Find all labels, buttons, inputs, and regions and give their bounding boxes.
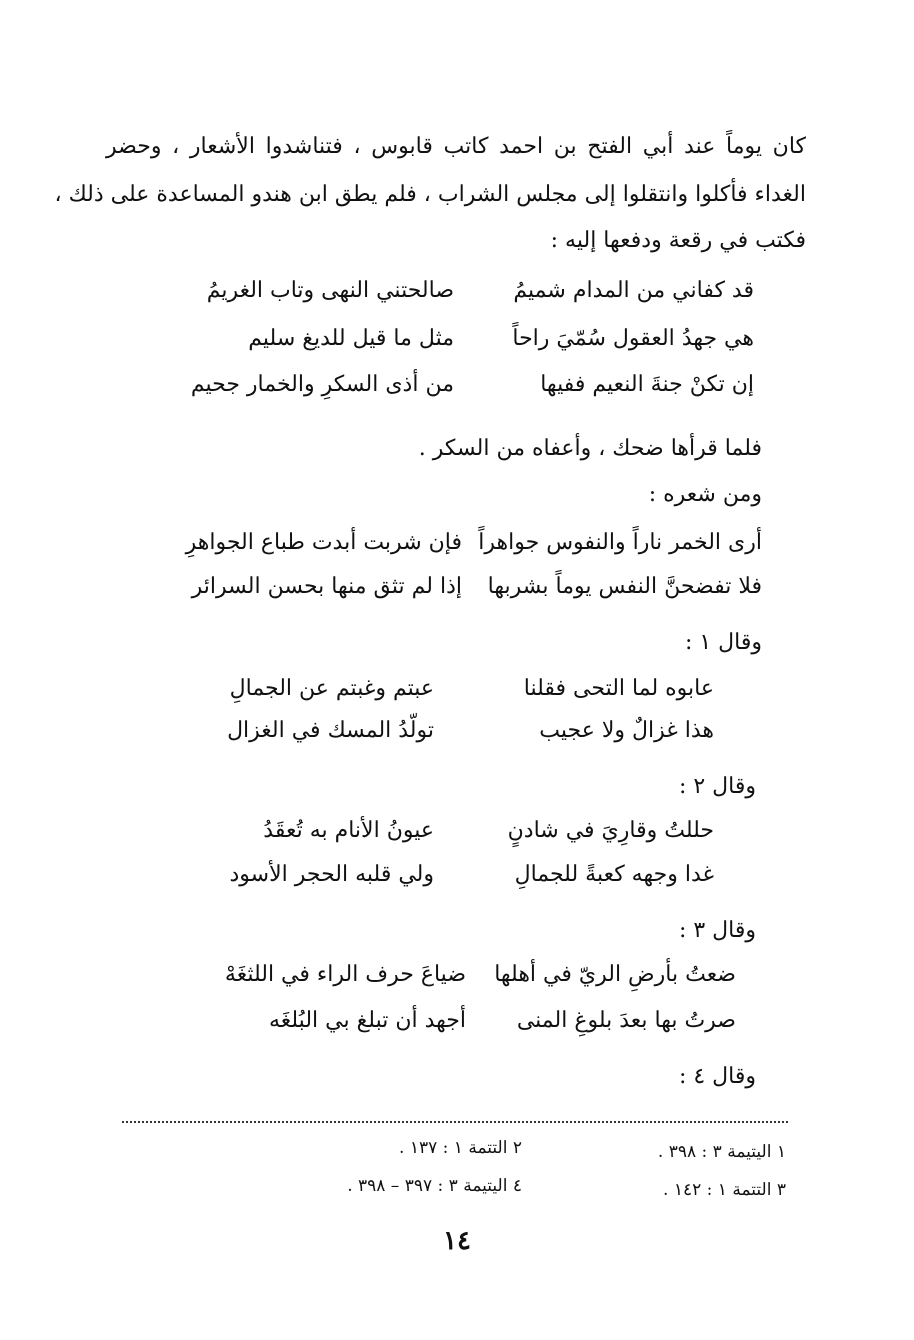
hemistich-first: فلا تفضحنَّ النفس يوماً بشربها [487,574,762,599]
intro-line-2: الغداء فأكلوا وانتقلوا إلى مجلس الشراب ، فلم يطق ابن هندو المساعدة على ذلك ، [54,182,806,207]
poem5-verse-1 [156,962,736,987]
footnote-4: ٤ اليتيمة ٣ : ٣٩٧ – ٣٩٨ . [347,1176,522,1196]
heading-wa-qala-2: وقال ٢ : [678,774,756,799]
hemistich-second: أجهد أن تبلغ بي البُلغَه [268,1008,466,1033]
poem4-verse-1 [174,818,714,843]
poem2-verse-1 [132,530,762,555]
footnote-3: ٣ التتمة ١ : ١٤٢ . [663,1180,786,1200]
hemistich-first: إن تكنْ جنةَ النعيم ففيها [540,372,754,397]
heading-wa-qala-4: وقال ٤ : [678,1064,756,1089]
heading-wa-qala-1: وقال ١ : [684,630,762,655]
hemistich-second: ضياعَ حرف الراء في اللثغَهْ [224,962,466,987]
hemistich-second: من أذى السكرِ والخمار جحيم [190,372,454,397]
hemistich-second: ولي قلبه الحجر الأسود [229,862,434,887]
hemistich-second: عبتم وغبتم عن الجمالِ [229,676,434,701]
heading-from-his-poetry: ومن شعره : [648,482,762,507]
intro-line-1: كان يوماً عند أبي الفتح بن احمد كاتب قابوس ، فتناشدوا الأشعار ، وحضر [106,134,806,159]
hemistich-second: مثل ما قيل للديغ سليم [248,326,454,351]
hemistich-second: عيونُ الأنام به تُعقَدُ [263,818,434,843]
footnote-1: ١ اليتيمة ٣ : ٣٩٨ . [657,1142,786,1162]
poem5-verse-2 [156,1008,736,1033]
footnote-2: ٢ التتمة ١ : ١٣٧ . [399,1138,522,1158]
hemistich-first: عابوه لما التحى فقلنا [523,676,714,701]
hemistich-second: فإن شربت أبدت طباع الجواهرِ [185,530,462,555]
hemistich-second: صالحتني النهى وتاب الغريمُ [206,278,454,303]
poem1-verse-3 [154,372,754,397]
hemistich-first: هي جهدُ العقول سُمّيَ راحاً [512,326,754,351]
poem1-verse-2 [154,326,754,351]
hemistich-first: صرتُ بها بعدَ بلوغِ المنى [516,1008,736,1033]
hemistich-first: قد كفاني من المدام شميمُ [513,278,754,303]
hemistich-second: إذا لم تثق منها بحسن السرائر [191,574,462,599]
hemistich-first: ضعتُ بأرضِ الريّ في أهلها [494,962,736,987]
poem2-verse-2 [132,574,762,599]
page-number: ١٤ [443,1226,471,1256]
poem1-verse-1 [154,278,754,303]
hemistich-first: أرى الخمر ناراً والنفوس جواهراً [478,530,762,555]
hemistich-first: غدا وجهه كعبةً للجمالِ [514,862,714,887]
hemistich-first: حللتُ وقارِيَ في شادنٍ [507,818,714,843]
poem3-verse-1 [174,676,714,701]
poem3-verse-2 [174,718,714,743]
hemistich-second: تولّدُ المسك في الغزال [227,718,434,743]
hemistich-first: هذا غزالٌ ولا عجيب [539,718,714,743]
heading-wa-qala-3: وقال ٣ : [678,918,756,943]
poem4-verse-2 [174,862,714,887]
after-poem1: فلما قرأها ضحك ، وأعفاه من السكر . [418,436,762,461]
intro-line-3: فكتب في رقعة ودفعها إليه : [550,228,806,253]
footnote-separator [122,1121,788,1123]
